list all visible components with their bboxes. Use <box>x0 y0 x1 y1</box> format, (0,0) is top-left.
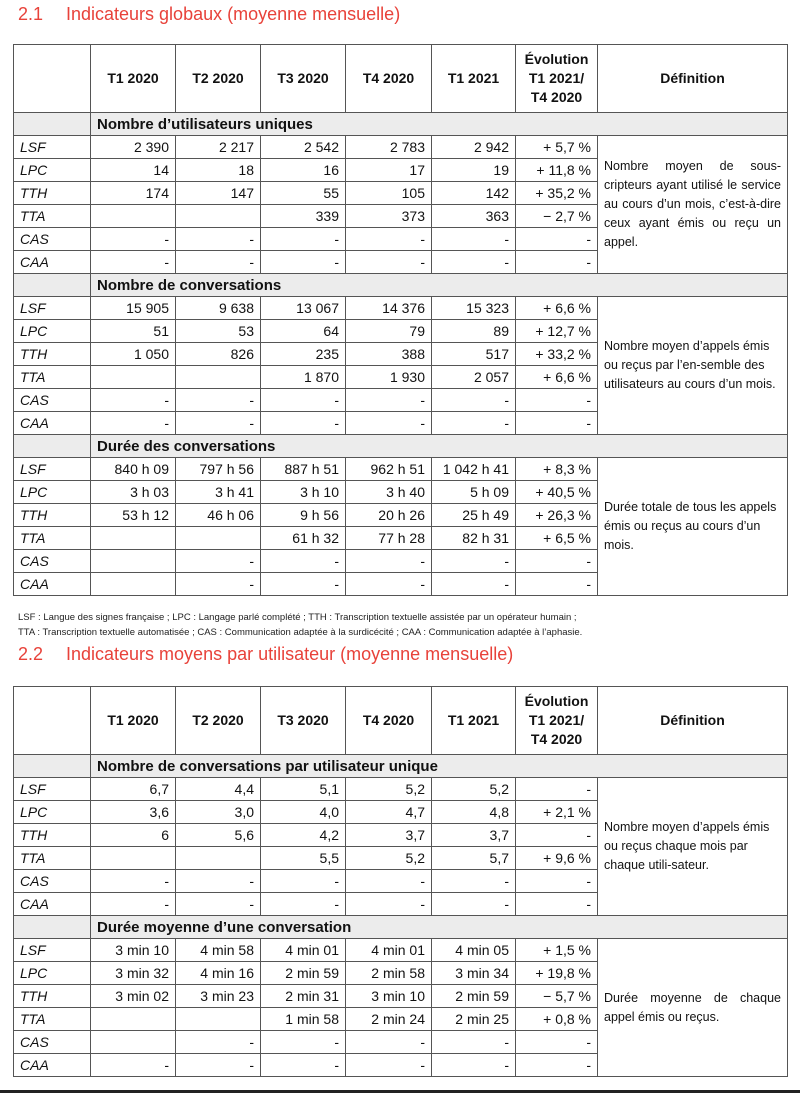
data-cell: 4,0 <box>261 801 346 824</box>
data-cell: - <box>261 1031 346 1054</box>
table-row <box>14 297 788 320</box>
data-cell: 14 376 <box>346 297 432 320</box>
data-cell <box>91 1008 176 1031</box>
table-row <box>14 136 788 159</box>
data-cell: 174 <box>91 182 176 205</box>
data-cell: - <box>261 893 346 916</box>
data-cell: + 1,5 % <box>516 939 598 962</box>
data-cell: - <box>516 550 598 573</box>
header-empty-cell <box>14 45 91 113</box>
column-header: T1 2021 <box>432 45 516 113</box>
data-cell: - <box>516 778 598 801</box>
column-header: Évolution T1 2021/ T4 2020 <box>516 45 598 113</box>
row-label: CAS <box>14 550 91 573</box>
row-label: LSF <box>14 136 91 159</box>
data-cell: - <box>432 251 516 274</box>
data-cell: 51 <box>91 320 176 343</box>
data-cell: 840 h 09 <box>91 458 176 481</box>
data-cell: - <box>176 1031 261 1054</box>
header-row <box>14 687 788 755</box>
data-cell: 17 <box>346 159 432 182</box>
data-cell: 3 h 40 <box>346 481 432 504</box>
data-cell: 19 <box>432 159 516 182</box>
data-cell: 1 min 58 <box>261 1008 346 1031</box>
footnote-line: LSF : Langue des signes française ; LPC : Langage parlé complété ; TTH : Transcription textuelle assistée par un opérateur humain ; <box>18 612 577 623</box>
definition-cell: Durée moyenne de chaque appel émis ou reçus. <box>598 939 788 1077</box>
data-cell: 3 h 03 <box>91 481 176 504</box>
group-row <box>14 274 788 297</box>
data-cell: - <box>516 251 598 274</box>
row-label: TTA <box>14 1008 91 1031</box>
row-label: TTA <box>14 527 91 550</box>
data-cell: - <box>176 251 261 274</box>
data-cell <box>176 366 261 389</box>
data-cell: 3 min 23 <box>176 985 261 1008</box>
data-cell: 2 057 <box>432 366 516 389</box>
data-cell: - <box>346 550 432 573</box>
data-cell: 16 <box>261 159 346 182</box>
data-cell <box>91 573 176 596</box>
data-cell: - <box>516 389 598 412</box>
data-cell: 9 h 56 <box>261 504 346 527</box>
data-cell: 15 323 <box>432 297 516 320</box>
data-cell: - <box>176 550 261 573</box>
data-cell: 339 <box>261 205 346 228</box>
data-cell: 5,2 <box>346 778 432 801</box>
data-cell: - <box>346 870 432 893</box>
data-cell <box>91 205 176 228</box>
data-cell: - <box>91 893 176 916</box>
definition-cell: Nombre moyen d’appels émis ou reçus chaque mois par chaque utili-sateur. <box>598 778 788 916</box>
data-cell: 3 min 32 <box>91 962 176 985</box>
column-header: T4 2020 <box>346 45 432 113</box>
group-row <box>14 755 788 778</box>
data-cell: 4,2 <box>261 824 346 847</box>
section-number: 2.1 <box>18 4 44 24</box>
data-cell: + 6,6 % <box>516 366 598 389</box>
row-label: TTH <box>14 824 91 847</box>
data-cell: - <box>516 573 598 596</box>
data-cell: 2 min 59 <box>432 985 516 1008</box>
data-cell: 887 h 51 <box>261 458 346 481</box>
data-cell: - <box>91 389 176 412</box>
data-cell <box>91 847 176 870</box>
row-label: TTA <box>14 205 91 228</box>
data-cell: 5,1 <box>261 778 346 801</box>
row-label: TTA <box>14 847 91 870</box>
data-cell: - <box>516 228 598 251</box>
data-cell: - <box>261 1054 346 1077</box>
definition-cell: Durée totale de tous les appels émis ou reçus au cours d’un mois. <box>598 458 788 596</box>
data-cell: 235 <box>261 343 346 366</box>
column-header: T2 2020 <box>176 45 261 113</box>
column-header: T2 2020 <box>176 687 261 755</box>
data-cell: − 5,7 % <box>516 985 598 1008</box>
data-cell: - <box>432 228 516 251</box>
table-row <box>14 458 788 481</box>
data-cell: - <box>261 573 346 596</box>
data-cell: − 2,7 % <box>516 205 598 228</box>
data-cell: 1 050 <box>91 343 176 366</box>
data-cell <box>91 527 176 550</box>
data-cell: 3 min 10 <box>346 985 432 1008</box>
data-cell: - <box>261 870 346 893</box>
data-cell: - <box>91 1054 176 1077</box>
data-cell: 2 783 <box>346 136 432 159</box>
data-cell: + 9,6 % <box>516 847 598 870</box>
data-cell <box>91 366 176 389</box>
table-row <box>14 939 788 962</box>
data-cell: - <box>516 1031 598 1054</box>
data-cell: - <box>346 228 432 251</box>
data-cell: - <box>176 1054 261 1077</box>
data-cell: 797 h 56 <box>176 458 261 481</box>
group-title: Nombre de conversations par utilisateur unique <box>91 755 788 778</box>
data-cell: 61 h 32 <box>261 527 346 550</box>
data-cell: + 26,3 % <box>516 504 598 527</box>
group-blank-cell <box>14 755 91 778</box>
data-cell: 1 930 <box>346 366 432 389</box>
data-cell: 2 542 <box>261 136 346 159</box>
row-label: CAS <box>14 870 91 893</box>
data-cell: 2 390 <box>91 136 176 159</box>
data-cell: 388 <box>346 343 432 366</box>
data-cell: - <box>346 573 432 596</box>
data-cell: 5,5 <box>261 847 346 870</box>
row-label: CAS <box>14 228 91 251</box>
data-cell: 2 942 <box>432 136 516 159</box>
data-cell: - <box>346 251 432 274</box>
data-cell: 89 <box>432 320 516 343</box>
data-cell: - <box>432 573 516 596</box>
data-cell: 25 h 49 <box>432 504 516 527</box>
data-cell: 1 870 <box>261 366 346 389</box>
data-cell: 53 <box>176 320 261 343</box>
row-label: LPC <box>14 481 91 504</box>
column-header: T3 2020 <box>261 45 346 113</box>
row-label: TTH <box>14 343 91 366</box>
data-cell: 6 <box>91 824 176 847</box>
data-cell: - <box>346 412 432 435</box>
row-label: CAA <box>14 1054 91 1077</box>
data-cell: 4 min 16 <box>176 962 261 985</box>
data-cell: - <box>176 412 261 435</box>
data-cell: 3 h 41 <box>176 481 261 504</box>
group-row <box>14 916 788 939</box>
data-cell <box>176 205 261 228</box>
data-cell: - <box>346 1054 432 1077</box>
column-header: Évolution T1 2021/ T4 2020 <box>516 687 598 755</box>
group-row <box>14 113 788 136</box>
data-cell: 3 min 34 <box>432 962 516 985</box>
data-cell: - <box>176 893 261 916</box>
section-title-2-1 <box>18 4 400 25</box>
table-indicateurs-globaux <box>13 44 788 596</box>
section-title-text: Indicateurs globaux (moyenne mensuelle) <box>66 4 401 24</box>
data-cell: + 40,5 % <box>516 481 598 504</box>
group-title: Nombre d’utilisateurs uniques <box>91 113 788 136</box>
data-cell: - <box>432 870 516 893</box>
data-cell: 4,4 <box>176 778 261 801</box>
row-label: LPC <box>14 962 91 985</box>
footnote-line: TTA : Transcription textuelle automatisée ; CAS : Communication adaptée à la surdicécité ; CAA : Communication adaptée à l’aphasie. <box>18 627 583 638</box>
group-row <box>14 435 788 458</box>
column-header: Définition <box>598 45 788 113</box>
column-header: Définition <box>598 687 788 755</box>
row-label: CAA <box>14 251 91 274</box>
data-cell: - <box>516 1054 598 1077</box>
data-cell: 2 min 25 <box>432 1008 516 1031</box>
data-cell: + 5,7 % <box>516 136 598 159</box>
data-cell: - <box>432 1031 516 1054</box>
data-cell: 4,8 <box>432 801 516 824</box>
group-title: Nombre de conversations <box>91 274 788 297</box>
data-cell: - <box>91 412 176 435</box>
data-cell: 64 <box>261 320 346 343</box>
data-cell: - <box>91 870 176 893</box>
row-label: LPC <box>14 801 91 824</box>
data-cell: 363 <box>432 205 516 228</box>
data-cell: - <box>261 389 346 412</box>
data-cell: 2 min 59 <box>261 962 346 985</box>
row-label: TTA <box>14 366 91 389</box>
row-label: CAS <box>14 389 91 412</box>
data-cell: - <box>261 251 346 274</box>
data-cell: - <box>432 1054 516 1077</box>
data-cell: 15 905 <box>91 297 176 320</box>
data-cell: + 35,2 % <box>516 182 598 205</box>
header-row <box>14 45 788 113</box>
data-cell: 82 h 31 <box>432 527 516 550</box>
data-cell: 5,2 <box>432 778 516 801</box>
data-cell: 46 h 06 <box>176 504 261 527</box>
data-cell: 5,2 <box>346 847 432 870</box>
data-cell: 9 638 <box>176 297 261 320</box>
section-title-text: Indicateurs moyens par utilisateur (moyenne mensuelle) <box>66 644 514 664</box>
data-cell: - <box>346 1031 432 1054</box>
section-title-2-2 <box>18 644 513 665</box>
data-cell: - <box>176 228 261 251</box>
row-label: TTH <box>14 504 91 527</box>
definition-cell: Nombre moyen d’appels émis ou reçus par l’en-semble des utilisateurs au cours d’un mois. <box>598 297 788 435</box>
data-cell: 55 <box>261 182 346 205</box>
data-cell: 5,6 <box>176 824 261 847</box>
data-cell: - <box>432 389 516 412</box>
data-cell: 3 h 10 <box>261 481 346 504</box>
data-cell: 53 h 12 <box>91 504 176 527</box>
data-cell: 826 <box>176 343 261 366</box>
data-cell: 3 min 02 <box>91 985 176 1008</box>
data-cell: 105 <box>346 182 432 205</box>
column-header: T1 2020 <box>91 687 176 755</box>
data-cell: + 11,8 % <box>516 159 598 182</box>
data-cell <box>91 1031 176 1054</box>
data-cell: 5,7 <box>432 847 516 870</box>
data-cell: - <box>261 228 346 251</box>
data-cell: 79 <box>346 320 432 343</box>
data-cell: 5 h 09 <box>432 481 516 504</box>
data-cell: 2 217 <box>176 136 261 159</box>
data-cell: - <box>432 550 516 573</box>
data-cell: - <box>91 251 176 274</box>
row-label: LSF <box>14 939 91 962</box>
data-cell: - <box>176 573 261 596</box>
data-cell: - <box>261 412 346 435</box>
table-row <box>14 778 788 801</box>
footnote <box>18 610 788 640</box>
data-cell: 18 <box>176 159 261 182</box>
data-cell: 20 h 26 <box>346 504 432 527</box>
group-blank-cell <box>14 113 91 136</box>
data-cell: - <box>516 870 598 893</box>
data-cell: - <box>432 412 516 435</box>
data-cell: - <box>91 228 176 251</box>
row-label: LPC <box>14 159 91 182</box>
data-cell: - <box>176 389 261 412</box>
data-cell: - <box>516 412 598 435</box>
data-cell: + 6,6 % <box>516 297 598 320</box>
data-cell: 77 h 28 <box>346 527 432 550</box>
row-label: LSF <box>14 297 91 320</box>
data-cell: + 2,1 % <box>516 801 598 824</box>
group-title: Durée moyenne d’une conversation <box>91 916 788 939</box>
row-label: CAS <box>14 1031 91 1054</box>
data-cell: - <box>346 893 432 916</box>
data-cell: 3,6 <box>91 801 176 824</box>
data-cell <box>176 847 261 870</box>
data-cell <box>91 550 176 573</box>
data-cell: + 8,3 % <box>516 458 598 481</box>
row-label: CAA <box>14 412 91 435</box>
data-cell: 3 min 10 <box>91 939 176 962</box>
data-cell: 2 min 58 <box>346 962 432 985</box>
row-label: TTH <box>14 985 91 1008</box>
group-blank-cell <box>14 916 91 939</box>
data-cell: - <box>516 824 598 847</box>
row-label: LPC <box>14 320 91 343</box>
table-indicateurs-moyens <box>13 686 788 1077</box>
data-cell: - <box>346 389 432 412</box>
column-header: T1 2020 <box>91 45 176 113</box>
data-cell: + 12,7 % <box>516 320 598 343</box>
definition-cell: Nombre moyen de sous-cripteurs ayant utilisé le service au cours d’un mois, c’est-à-dire ceux ayant émis ou reçu un appel. <box>598 136 788 274</box>
data-cell: 962 h 51 <box>346 458 432 481</box>
section-number: 2.2 <box>18 644 44 664</box>
data-cell: 4 min 58 <box>176 939 261 962</box>
data-cell: 2 min 24 <box>346 1008 432 1031</box>
data-cell: + 19,8 % <box>516 962 598 985</box>
group-blank-cell <box>14 274 91 297</box>
data-cell: 6,7 <box>91 778 176 801</box>
column-header: T3 2020 <box>261 687 346 755</box>
data-cell: 147 <box>176 182 261 205</box>
group-blank-cell <box>14 435 91 458</box>
data-cell: 3,7 <box>346 824 432 847</box>
data-cell: + 6,5 % <box>516 527 598 550</box>
data-cell: - <box>516 893 598 916</box>
data-cell: 1 042 h 41 <box>432 458 516 481</box>
data-cell: + 33,2 % <box>516 343 598 366</box>
header-empty-cell <box>14 687 91 755</box>
data-cell: 373 <box>346 205 432 228</box>
data-cell <box>176 1008 261 1031</box>
data-cell: + 0,8 % <box>516 1008 598 1031</box>
data-cell: 3,7 <box>432 824 516 847</box>
group-title: Durée des conversations <box>91 435 788 458</box>
data-cell: 4 min 01 <box>346 939 432 962</box>
data-cell: 142 <box>432 182 516 205</box>
page-bottom-rule <box>0 1090 800 1093</box>
column-header: T4 2020 <box>346 687 432 755</box>
data-cell: 4 min 01 <box>261 939 346 962</box>
row-label: LSF <box>14 778 91 801</box>
data-cell: 3,0 <box>176 801 261 824</box>
data-cell: - <box>176 870 261 893</box>
row-label: CAA <box>14 893 91 916</box>
data-cell: - <box>432 893 516 916</box>
row-label: CAA <box>14 573 91 596</box>
data-cell: 4 min 05 <box>432 939 516 962</box>
data-cell: 2 min 31 <box>261 985 346 1008</box>
data-cell: - <box>261 550 346 573</box>
row-label: TTH <box>14 182 91 205</box>
data-cell: 517 <box>432 343 516 366</box>
column-header: T1 2021 <box>432 687 516 755</box>
data-cell: 4,7 <box>346 801 432 824</box>
data-cell <box>176 527 261 550</box>
row-label: LSF <box>14 458 91 481</box>
data-cell: 14 <box>91 159 176 182</box>
data-cell: 13 067 <box>261 297 346 320</box>
